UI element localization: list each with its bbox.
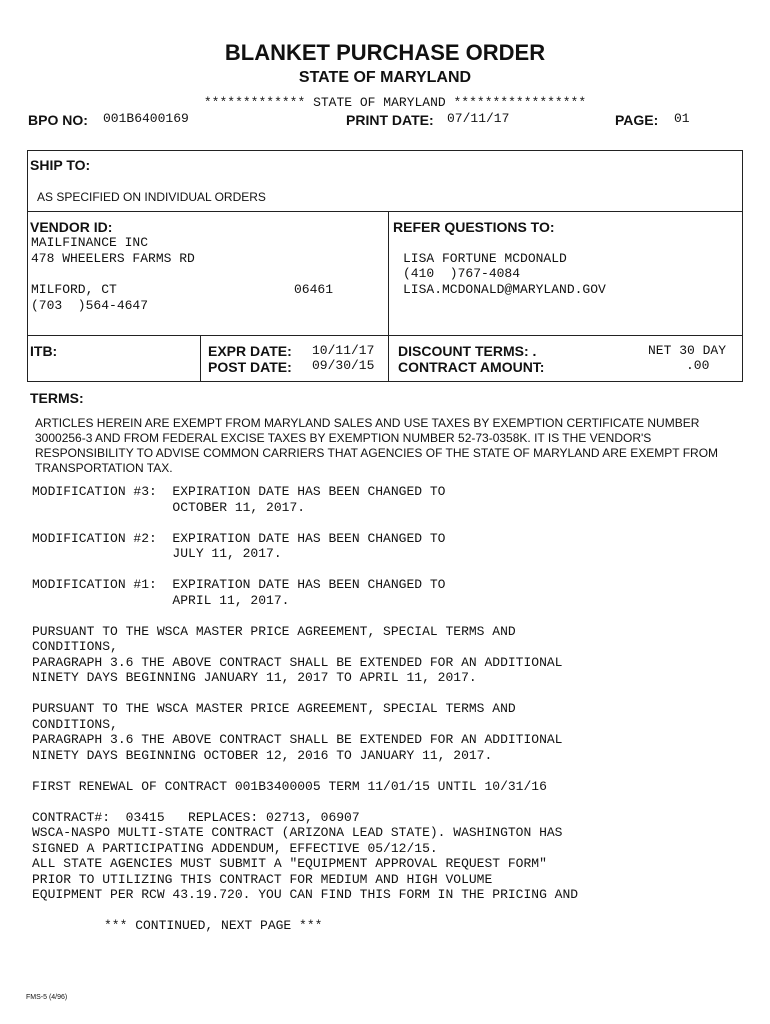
print-date-label: PRINT DATE: [346,112,434,128]
page-value: 01 [674,111,690,126]
modification-3-line2: OCTOBER 11, 2017. [32,500,306,515]
page-label: PAGE: [615,112,659,128]
expr-date-label: EXPR DATE: [208,343,292,359]
vendor-address: 478 WHEELERS FARMS RD [31,251,195,266]
contact-phone: (410 )767-4084 [403,266,521,281]
modification-2-line1: MODIFICATION #2: EXPIRATION DATE HAS BEEN CHANGED TO [32,531,446,546]
modification-1-line1: MODIFICATION #1: EXPIRATION DATE HAS BEEN CHANGED TO [32,577,446,592]
ship-to-divider [27,211,743,212]
extension-2-line3: PARAGRAPH 3.6 THE ABOVE CONTRACT SHALL BE EXTENDED FOR AN ADDITIONAL [32,732,563,747]
contract-amount-value: .00 [686,358,710,373]
extension-1-line1: PURSUANT TO THE WSCA MASTER PRICE AGREEMENT, SPECIAL TERMS AND [32,624,516,639]
form-code: FMS-5 (4/96) [26,994,68,1001]
contact-email: LISA.MCDONALD@MARYLAND.GOV [403,282,606,297]
order-info-box [27,150,743,382]
contract-line1: CONTRACT#: 03415 REPLACES: 02713, 06907 [32,810,360,825]
post-date-label: POST DATE: [208,359,292,375]
bpo-value: 001B6400169 [103,111,189,126]
expr-date-value: 10/11/17 [312,343,375,358]
continued-notice: *** CONTINUED, NEXT PAGE *** [104,918,323,933]
extension-2-line1: PURSUANT TO THE WSCA MASTER PRICE AGREEMENT, SPECIAL TERMS AND [32,701,516,716]
modification-2-line2: JULY 11, 2017. [32,546,282,561]
contract-line3: SIGNED A PARTICIPATING ADDENDUM, EFFECTIVE 05/12/15. [32,841,438,856]
contract-amount-label: CONTRACT AMOUNT: [398,359,545,375]
stars-banner: ************* STATE OF MARYLAND ***************** [203,95,587,110]
itb-divider [200,335,201,382]
bpo-label: BPO NO: [28,112,88,128]
discount-terms-value: NET 30 DAY [648,343,727,358]
vendor-id-label: VENDOR ID: [30,219,113,235]
itb-label: ITB: [30,343,58,359]
extension-1-line4: NINETY DAYS BEGINNING JANUARY 11, 2017 TO APRIL 11, 2017. [32,670,477,685]
vendor-divider [27,335,743,336]
ship-to-label: SHIP TO: [30,157,91,173]
contract-line5: PRIOR TO UTILIZING THIS CONTRACT FOR MEDIUM AND HIGH VOLUME [32,872,493,887]
vendor-city: MILFORD, CT [31,282,117,297]
column-divider [388,211,389,382]
document-title: BLANKET PURCHASE ORDER [224,40,546,65]
contact-name: LISA FORTUNE MCDONALD [403,251,567,266]
contract-line6: EQUIPMENT PER RCW 43.19.720. YOU CAN FIND THIS FORM IN THE PRICING AND [32,887,579,902]
vendor-name: MAILFINANCE INC [31,235,149,250]
contract-line2: WSCA-NASPO MULTI-STATE CONTRACT (ARIZONA LEAD STATE). WASHINGTON HAS [32,825,563,840]
contract-line4: ALL STATE AGENCIES MUST SUBMIT A "EQUIPMENT APPROVAL REQUEST FORM" [32,856,547,871]
extension-1-line3: PARAGRAPH 3.6 THE ABOVE CONTRACT SHALL BE EXTENDED FOR AN ADDITIONAL [32,655,563,670]
discount-terms-label: DISCOUNT TERMS: . [398,343,537,359]
extension-2-line2: CONDITIONS, [32,717,118,732]
modification-3-line1: MODIFICATION #3: EXPIRATION DATE HAS BEEN CHANGED TO [32,484,446,499]
refer-questions-label: REFER QUESTIONS TO: [393,219,555,235]
renewal-line: FIRST RENEWAL OF CONTRACT 001B3400005 TERM 11/01/15 UNTIL 10/31/16 [32,779,547,794]
print-date-value: 07/11/17 [447,111,510,126]
vendor-phone: (703 )564-4647 [31,298,149,313]
tax-exemption-paragraph: ARTICLES HEREIN ARE EXEMPT FROM MARYLAND SALES AND USE TAXES BY EXEMPTION CERTIFICATE NUMBER 3000256-3 AND FROM FEDERAL EXCISE TAXES BY EXEMPTION NUMBER 52-73-0358K. IT IS THE VENDOR'S RESPONSIBILITY TO ADVISE COMMON CARRIERS THAT AGENCIES OF THE STATE OF MARYLAND ARE EXEMPT FROM TRANSPORTATION TAX. [35,416,719,475]
post-date-value: 09/30/15 [312,358,375,373]
modification-1-line2: APRIL 11, 2017. [32,593,290,608]
ship-to-value: AS SPECIFIED ON INDIVIDUAL ORDERS [37,190,266,204]
terms-label: TERMS: [30,390,84,406]
extension-1-line2: CONDITIONS, [32,639,118,654]
document-subtitle: STATE OF MARYLAND [298,69,472,86]
extension-2-line4: NINETY DAYS BEGINNING OCTOBER 12, 2016 TO JANUARY 11, 2017. [32,748,493,763]
vendor-zip: 06461 [294,282,334,297]
